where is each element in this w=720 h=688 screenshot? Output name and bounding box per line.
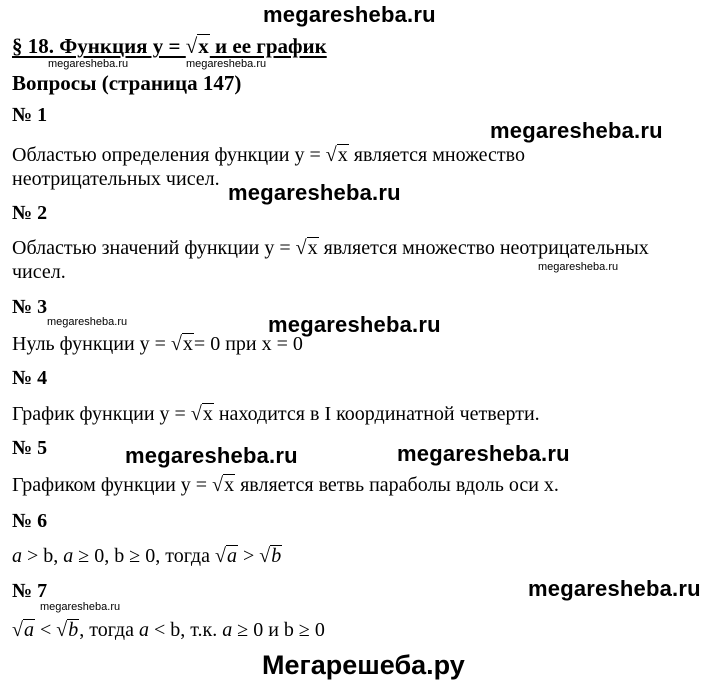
- sqrt-x: √x: [185, 34, 209, 58]
- answer-text: Областью значений функции y = √x является множество неотрицательных: [12, 237, 649, 259]
- section-subtitle: Вопросы (страница 147): [12, 71, 242, 95]
- answer-text: чисел.: [12, 261, 66, 283]
- watermark-top: megaresheba.ru: [263, 2, 436, 27]
- question-number: № 4: [12, 367, 48, 389]
- answer-text: a > b, a ≥ 0, b ≥ 0, тогда √a > √b: [12, 545, 282, 567]
- watermark-small: megaresheba.ru: [47, 316, 128, 328]
- question-number: № 7: [12, 580, 48, 602]
- question-number: № 1: [12, 104, 48, 126]
- watermark-mid: megaresheba.ru: [490, 118, 663, 143]
- watermark-small: megaresheba.ru: [40, 601, 121, 613]
- footer-watermark: Мегарешеба.ру: [262, 650, 465, 680]
- watermark-small: megaresheba.ru: [48, 58, 129, 70]
- answer-text: неотрицательных чисел.: [12, 168, 220, 190]
- question-number: № 3: [12, 296, 48, 318]
- watermark-mid: megaresheba.ru: [528, 576, 701, 601]
- question-number: № 6: [12, 510, 48, 532]
- watermark-mid: megaresheba.ru: [125, 443, 298, 468]
- question-number: № 2: [12, 202, 48, 224]
- watermark-mid: megaresheba.ru: [397, 441, 570, 466]
- answer-text: График функции y = √x находится в I координатной четверти.: [12, 403, 540, 425]
- answer-text: √a < √b, тогда a < b, т.к. a ≥ 0 и b ≥ 0: [12, 619, 325, 641]
- watermark-small: megaresheba.ru: [186, 58, 267, 70]
- answer-text: Нуль функции y = √x= 0 при x = 0: [12, 333, 303, 355]
- answer-text: Графиком функции y = √x является ветвь параболы вдоль оси x.: [12, 474, 559, 496]
- watermark-small: megaresheba.ru: [538, 261, 619, 273]
- section-title: § 18. Функция y = √x и ее график: [12, 34, 327, 58]
- watermark-mid: megaresheba.ru: [268, 312, 441, 337]
- answer-text: Областью определения функции y = √x является множество: [12, 144, 525, 166]
- watermark-mid: megaresheba.ru: [228, 180, 401, 205]
- question-number: № 5: [12, 437, 48, 459]
